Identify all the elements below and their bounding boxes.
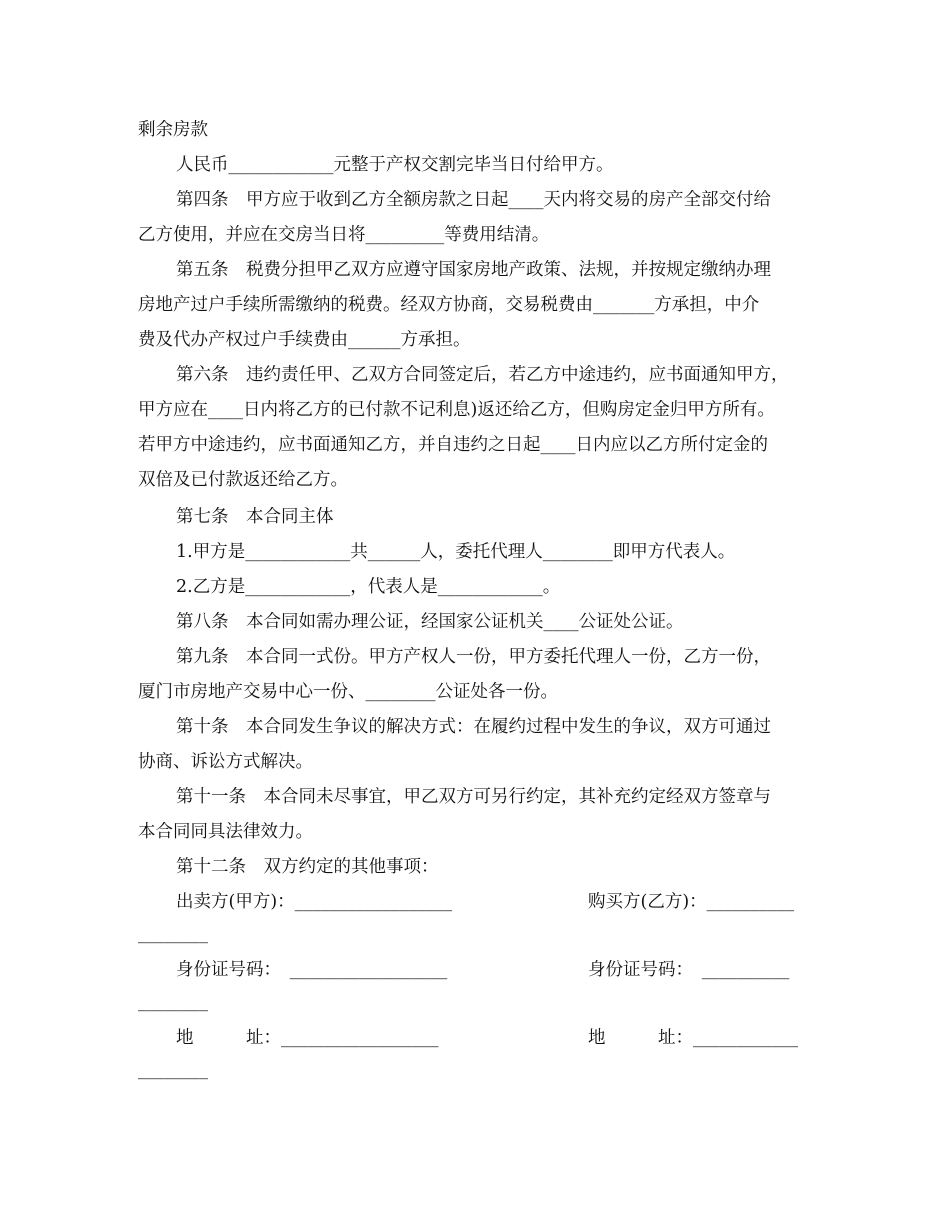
signature-continuation: ________	[138, 992, 208, 1012]
seller-id-field: 身份证号码： __________________	[176, 960, 448, 980]
text-line: 房地产过户手续所需缴纳的税费。经双方协商，交易税费由_______方承担，中介	[138, 295, 760, 315]
clause-12: 第十二条 双方约定的其他事项：	[176, 857, 439, 877]
clause-11: 第十一条 本合同未尽事宜，甲乙双方可另行约定，其补充约定经双方签章与	[176, 787, 771, 807]
text-line: 厦门市房地产交易中心一份、________公证处各一份。	[138, 682, 558, 702]
buyer-id-field: 身份证号码： __________	[588, 960, 790, 980]
text-line: 2.乙方是____________，代表人是____________。	[176, 577, 561, 597]
signature-continuation: ________	[138, 1060, 208, 1080]
clause-6: 第六条 违约责任甲、乙双方合同签定后，若乙方中途违约，应书面通知甲方，	[176, 365, 789, 385]
text-line: 甲方应在____日内将乙方的已付款不记利息)返还给乙方，但购房定金归甲方所有。	[138, 400, 775, 420]
clause-4: 第四条 甲方应于收到乙方全额房款之日起____天内将交易的房产全部交付给	[176, 190, 771, 210]
text-line: 人民币____________元整于产权交割完毕当日付给甲方。	[176, 155, 614, 175]
clause-5: 第五条 税费分担甲乙双方应遵守国家房地产政策、法规，并按规定缴纳办理	[176, 260, 771, 280]
signature-continuation: ________	[138, 924, 208, 944]
clause-8: 第八条 本合同如需办理公证，经国家公证机关____公证处公证。	[176, 612, 684, 632]
clause-9: 第九条 本合同一式份。甲方产权人一份，甲方委托代理人一份，乙方一份，	[176, 647, 771, 667]
text-line: 乙方使用，并应在交房当日将_________等费用结清。	[138, 225, 550, 245]
text-line: 双倍及已付款返还给乙方。	[138, 470, 348, 490]
text-line: 费及代办产权过户手续费由______方承担。	[138, 330, 471, 350]
clause-7: 第七条 本合同主体	[176, 507, 334, 527]
text-line: 1.甲方是____________共______人，委托代理人________即甲方代表人。	[176, 542, 736, 562]
text-line: 若甲方中途违约，应书面通知乙方，并自违约之日起____日内应以乙方所付定金的	[138, 435, 768, 455]
buyer-address-field: 地 址：____________	[588, 1028, 798, 1048]
buyer-signature-field: 购买方(乙方)：__________	[588, 892, 795, 912]
seller-address-field: 地 址：__________________	[176, 1028, 439, 1048]
text-line: 协商、诉讼方式解决。	[138, 752, 313, 772]
seller-signature-field: 出卖方(甲方)：__________________	[176, 892, 453, 912]
clause-10: 第十条 本合同发生争议的解决方式：在履约过程中发生的争议，双方可通过	[176, 717, 771, 737]
text-line: 剩余房款	[138, 120, 208, 140]
text-line: 本合同同具法律效力。	[138, 822, 313, 842]
